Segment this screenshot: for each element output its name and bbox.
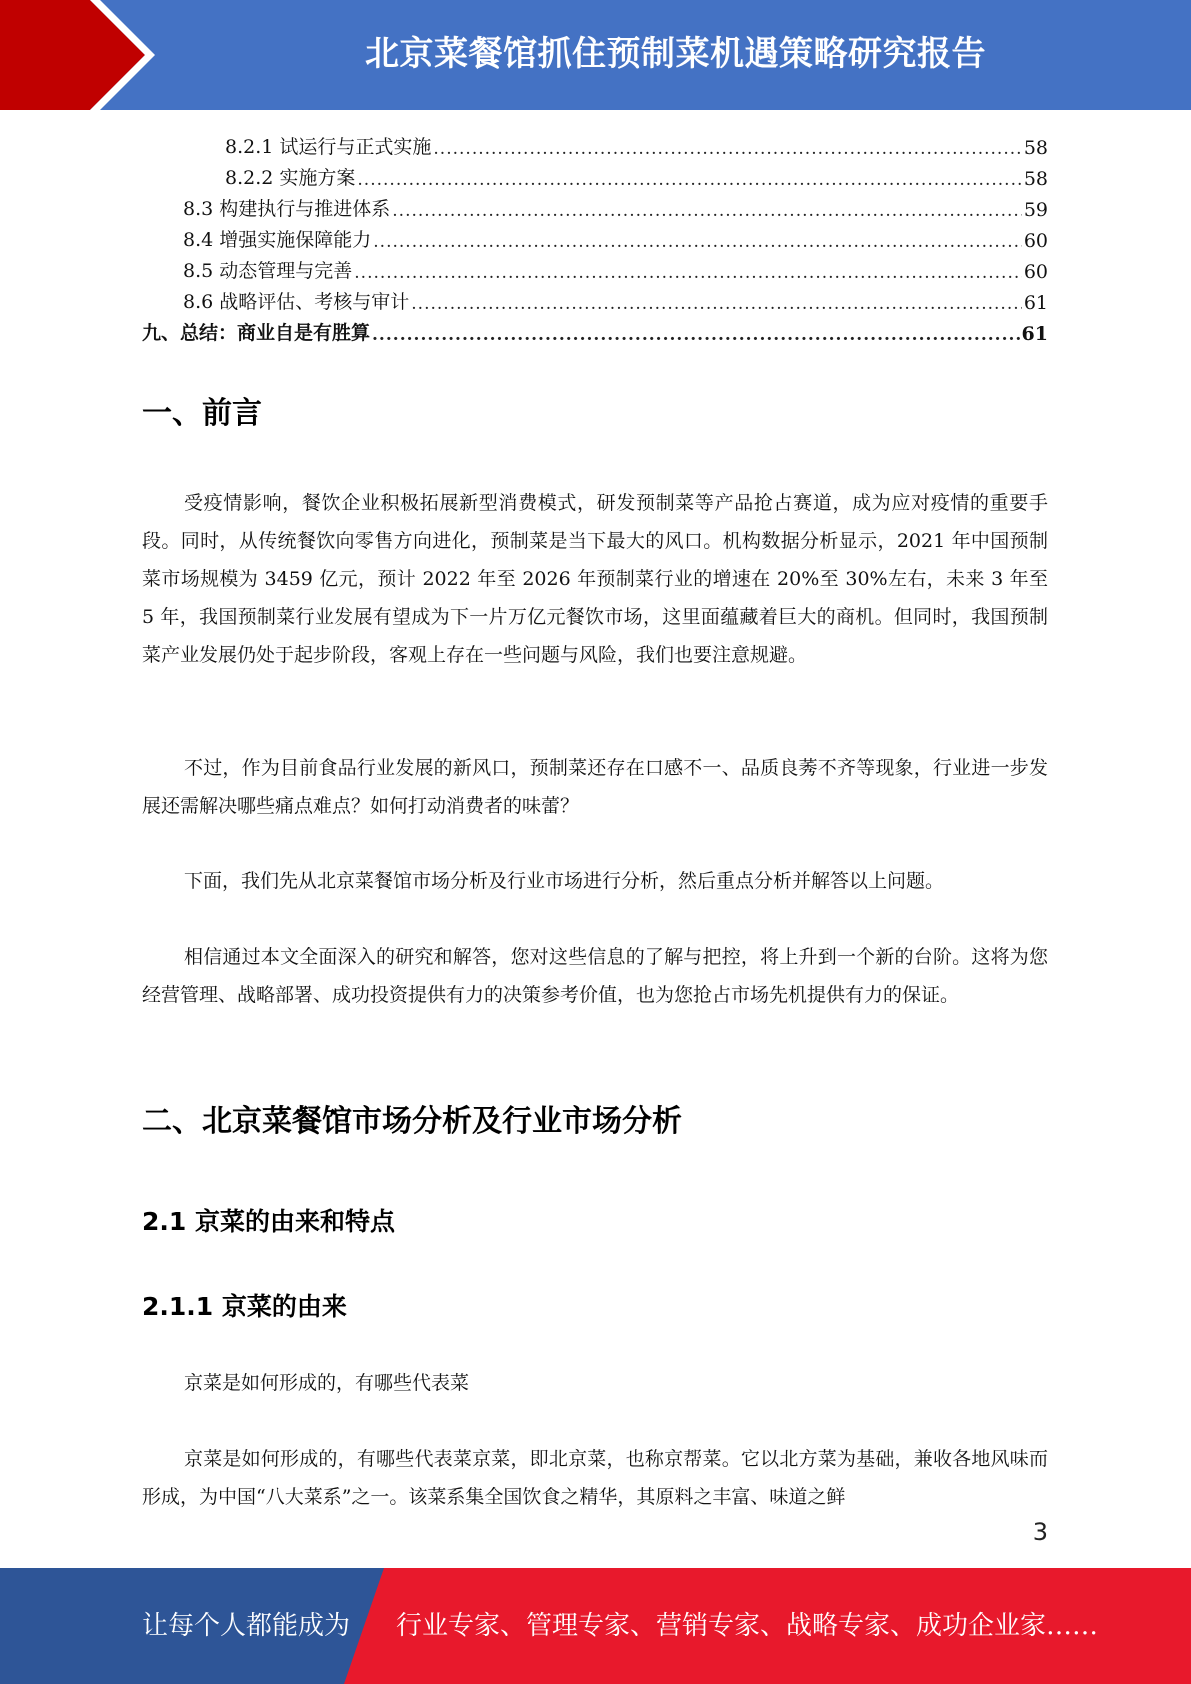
toc-entry-page: 58 [1023,137,1048,159]
subsection-heading: 2.1 京菜的由来和特点 [142,1207,395,1236]
section-heading: 一、前言 [142,396,262,431]
toc-entry[interactable] [142,190,1048,221]
header-red-arrow [0,0,200,110]
document-title: 北京菜餐馆抓住预制菜机遇策略研究报告 [365,34,986,74]
paragraph: 相信通过本文全面深入的研究和解答，您对这些信息的了解与把控，将上升到一个新的台阶。这将为您经营管理、战略部署、成功投资提供有力的决策参考价值，也为您抢占市场先机提供有力的保证。 [142,946,1048,1006]
toc-entry[interactable] [142,283,1048,314]
footer-slogan-left: 让每个人都能成为 [142,1611,351,1641]
paragraph: 不过，作为目前食品行业发展的新风口，预制菜还存在口感不一、品质良莠不齐等现象，行业进一步发展还需解决哪些痛点难点？如何打动消费者的味蕾？ [142,757,1048,817]
section-heading: 二、北京菜餐馆市场分析及行业市场分析 [142,1104,682,1139]
page-footer [0,1568,1191,1684]
toc-leader-dots [373,232,1022,252]
table-of-contents [142,128,1048,345]
toc-entry[interactable] [142,252,1048,283]
toc-entry-page: 58 [1023,168,1048,190]
toc-entry-text: 九、总结：商业自是有胜算 [142,322,371,344]
subsubsection-heading: 2.1.1 京菜的由来 [142,1292,347,1321]
toc-entry-text: 8.5 动态管理与完善 [183,260,353,282]
toc-entry[interactable] [142,314,1048,345]
toc-entry-text: 8.6 战略评估、考核与审计 [183,291,410,313]
toc-entry-page: 61 [1023,292,1048,314]
toc-leader-dots [357,170,1021,190]
footer-slogan-right: 行业专家、管理专家、营销专家、战略专家、成功企业家…… [396,1611,1099,1641]
toc-entry-text: 8.4 增强实施保障能力 [183,229,372,251]
toc-entry[interactable] [142,221,1048,252]
toc-entry-page: 61 [1021,323,1048,345]
paragraph: 京菜是如何形成的，有哪些代表菜 [184,1372,470,1394]
toc-leader-dots [372,325,1020,345]
toc-leader-dots [354,263,1022,283]
page-number: 3 [1032,1518,1048,1546]
toc-leader-dots [392,201,1022,221]
toc-entry-text: 8.3 构建执行与推进体系 [183,198,391,220]
paragraph: 京菜是如何形成的，有哪些代表菜京菜，即北京菜，也称京帮菜。它以北方菜为基础，兼收各地风味而形成，为中国“八大菜系”之一。该菜系集全国饮食之精华，其原料之丰富、味道之鲜 [142,1448,1048,1508]
toc-entry-page: 59 [1023,199,1048,221]
paragraph: 下面，我们先从北京菜餐馆市场分析及行业市场进行分析，然后重点分析并解答以上问题。 [184,870,945,892]
toc-entry[interactable] [142,128,1048,159]
toc-entry-page: 60 [1023,230,1048,252]
toc-leader-dots [433,139,1021,159]
toc-entry-page: 60 [1023,261,1048,283]
toc-entry-text: 8.2.2 实施方案 [225,167,356,189]
toc-entry-text: 8.2.1 试运行与正式实施 [225,136,432,158]
toc-leader-dots [411,294,1022,314]
paragraph: 受疫情影响，餐饮企业积极拓展新型消费模式，研发预制菜等产品抢占赛道，成为应对疫情的重要手段。同时，从传统餐饮向零售方向进化，预制菜是当下最大的风口。机构数据分析显示，2021 年中国预制菜市场规模为 3459 亿元，预计 2022 年至 2026 年预制菜行业的增速在 20%至 30%左右，未来 3 年至 5 年，我国预制菜行业发展有望成为下一片万亿元餐饮市场，这里面蕴藏着巨大的商机。但同时，我国预制菜产业发展仍处于起步阶段，客观上存在一些问题与风险，我们也要注意规避。 [142,492,1048,666]
page-header [0,0,1191,110]
toc-entry[interactable] [142,159,1048,190]
